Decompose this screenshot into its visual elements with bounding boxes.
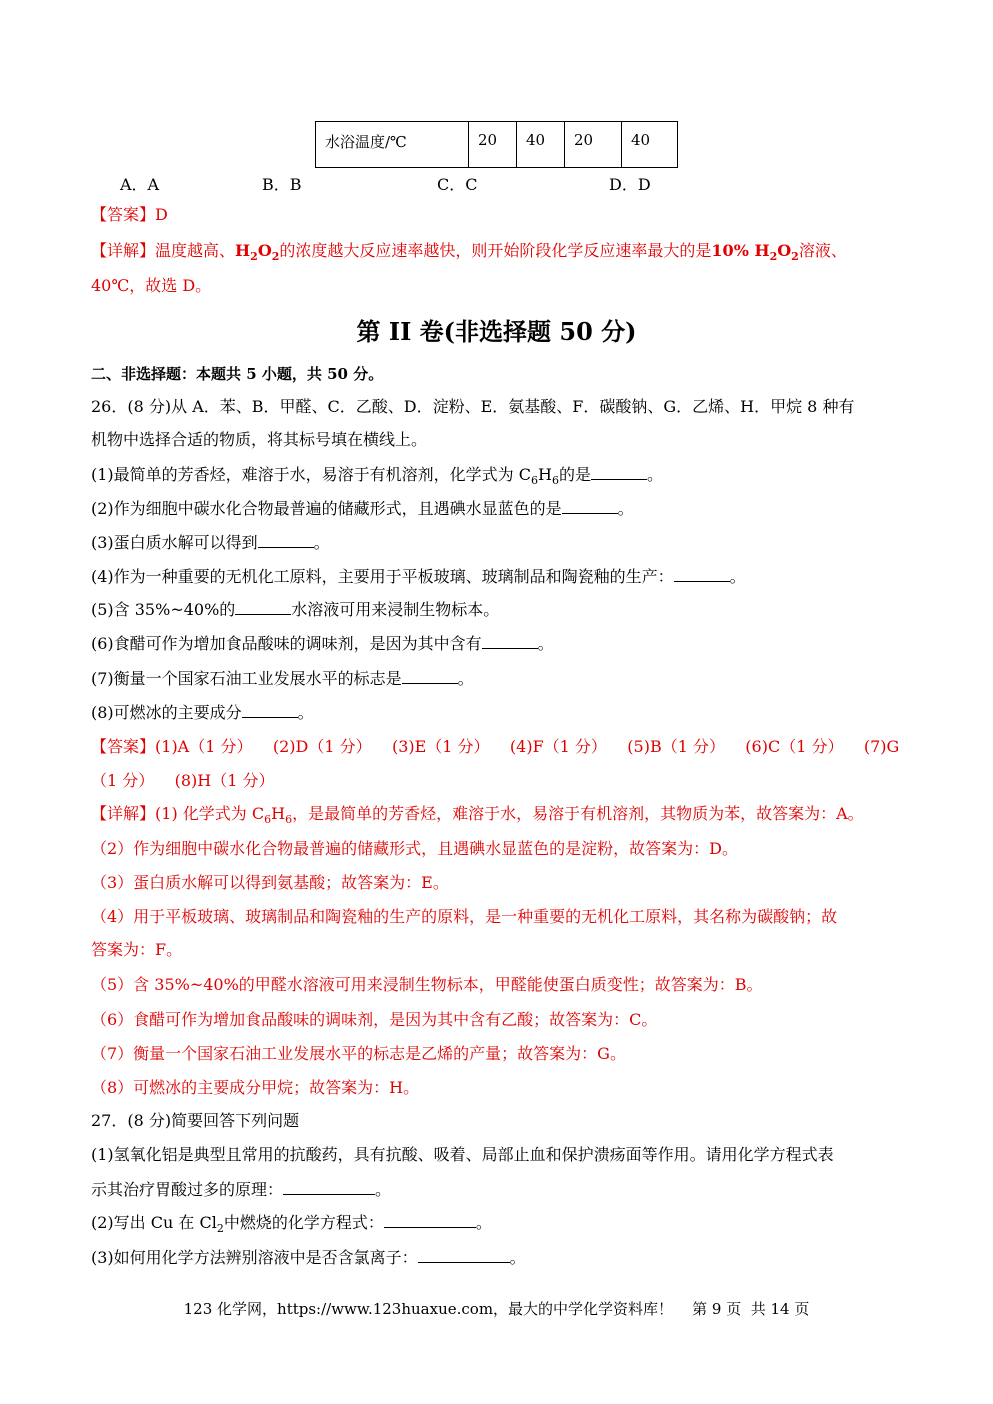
option-d: D．D [609, 175, 651, 194]
q25-detail [91, 241, 847, 263]
q25-detail-line2: 40℃，故选 D。 [91, 276, 212, 295]
detail-tag: 【详解】 [91, 241, 156, 260]
answer-blank[interactable] [384, 1213, 476, 1228]
section-header: 二、非选择题：本题共 5 小题，共 50 分。 [91, 365, 384, 383]
table-cell: 40 [517, 122, 565, 168]
section-title: 第 II 卷(非选择题 50 分) [356, 317, 637, 346]
table-cell: 40 [622, 122, 678, 168]
q27-item-3: (3)如何用化学方法辨别溶液中是否含氯离子： 。 [91, 1248, 526, 1267]
q26-detail-5: （5）含 35%~40%的甲醛水溶液可用来浸制生物标本，甲醛能使蛋白质变性；故答案为：B。 [91, 975, 763, 994]
answer-blank[interactable] [562, 499, 618, 514]
detail-text: 温度越高、 [155, 241, 236, 260]
q26-detail-4-line1: （4）用于平板玻璃、玻璃制品和陶瓷釉的生产的原料，是一种重要的无机化工原料，其名称为碳酸钠；故 [91, 907, 838, 926]
q26-detail-3: （3）蛋白质水解可以得到氨基酸；故答案为：E。 [91, 873, 449, 892]
answer-blank[interactable] [418, 1248, 510, 1263]
q26-item-2: (2)作为细胞中碳水化合物最普遍的储藏形式，且遇碘水显蓝色的是 。 [91, 499, 634, 518]
q26-answer-line1: 【答案】(1)A（1 分） (2)D（1 分） (3)E（1 分） (4)F（1 分） (5)B（1 分） (6)C（1 分） (7)G [91, 737, 900, 756]
q26-detail-4-line2: 答案为：F。 [91, 940, 183, 959]
q26-detail-8: （8）可燃冰的主要成分甲烷；故答案为：H。 [91, 1078, 420, 1097]
detail-text: 的浓度越大反应速率越快，则开始阶段化学反应速率最大的是 [279, 241, 712, 260]
page-footer: 123 化学网，https://www.123huaxue.com，最大的中学化学资料库！ 第 9 页 共 14 页 [183, 1300, 810, 1318]
q26-stem-line1: 26．(8 分)从 A．苯、B．甲醛、C．乙酸、D．淀粉、E．氨基酸、F．碳酸钠、G．乙烯、H．甲烷 8 种有 [91, 397, 855, 416]
q26-item-4: (4)作为一种重要的无机化工原料，主要用于平板玻璃、玻璃制品和陶瓷釉的生产： 。 [91, 567, 746, 586]
table-cell: 20 [469, 122, 517, 168]
q25-answer [91, 205, 168, 225]
q26-item-6: (6)食醋可作为增加食品酸味的调味剂，是因为其中含有 。 [91, 634, 554, 653]
h2o2-formula: $H_2O_2$ [235, 241, 280, 263]
q26-item-8: (8)可燃冰的主要成分 。 [91, 703, 314, 722]
detail-text: 溶液、 [798, 241, 847, 260]
q26-detail-1: 【详解】(1) 化学式为 $C_6H_6$，是最简单的芳香烃，难溶于水，易溶于有机溶剂，其物质为苯，故答案为：A。 [91, 804, 864, 826]
q26-detail-2: （2）作为细胞中碳水化合物最普遍的储藏形式，且遇碘水显蓝色的是淀粉，故答案为：D。 [91, 839, 739, 858]
answer-blank[interactable] [402, 669, 458, 684]
answer-tag: 【答案】 [91, 205, 156, 224]
q27-item-1-line2: 示其治疗胃酸过多的原理： 。 [91, 1180, 392, 1199]
table-cell: 20 [565, 122, 622, 168]
option-b: B．B [262, 175, 302, 194]
q26-detail-7: （7）衡量一个国家石油工业发展水平的标志是乙烯的产量；故答案为：G。 [91, 1044, 626, 1063]
option-a: A．A [120, 175, 160, 194]
q27-item-2: (2)写出 Cu 在 $Cl_2$中燃烧的化学方程式： 。 [91, 1213, 492, 1235]
option-c: C．C [437, 175, 478, 194]
table-label-cell: 水浴温度/℃ [316, 122, 469, 168]
answer-value: D [155, 205, 168, 224]
h2o2-solution: 10% $H_2O_2$ [711, 241, 799, 263]
answer-blank[interactable] [258, 533, 314, 548]
q26-detail-6: （6）食醋可作为增加食品酸味的调味剂，是因为其中含有乙酸；故答案为：C。 [91, 1010, 658, 1029]
temperature-table [315, 121, 678, 168]
answer-blank[interactable] [674, 567, 730, 582]
answer-blank[interactable] [242, 703, 298, 718]
q26-answer-line2: （1 分） (8)H（1 分） [91, 771, 275, 790]
q27-item-1-line1: (1)氢氧化铝是典型且常用的抗酸药，具有抗酸、吸着、局部止血和保护溃疡面等作用。请用化学方程式表 [91, 1145, 834, 1164]
q26-item-1: (1)最简单的芳香烃，难溶于水，易溶于有机溶剂，化学式为 $C_6H_6$的是 。 [91, 465, 663, 487]
q26-item-5: (5)含 35%~40%的 水溶液可用来浸制生物标本。 [91, 600, 500, 619]
q26-stem-line2: 机物中选择合适的物质，将其标号填在横线上。 [91, 430, 428, 449]
q27-stem: 27．(8 分)简要回答下列问题 [91, 1111, 300, 1130]
q26-item-7: (7)衡量一个国家石油工业发展水平的标志是 。 [91, 669, 474, 688]
answer-blank[interactable] [591, 465, 647, 480]
answer-blank[interactable] [235, 600, 291, 615]
answer-blank[interactable] [482, 634, 538, 649]
answer-blank[interactable] [283, 1180, 375, 1195]
q26-item-3: (3)蛋白质水解可以得到 。 [91, 533, 330, 552]
